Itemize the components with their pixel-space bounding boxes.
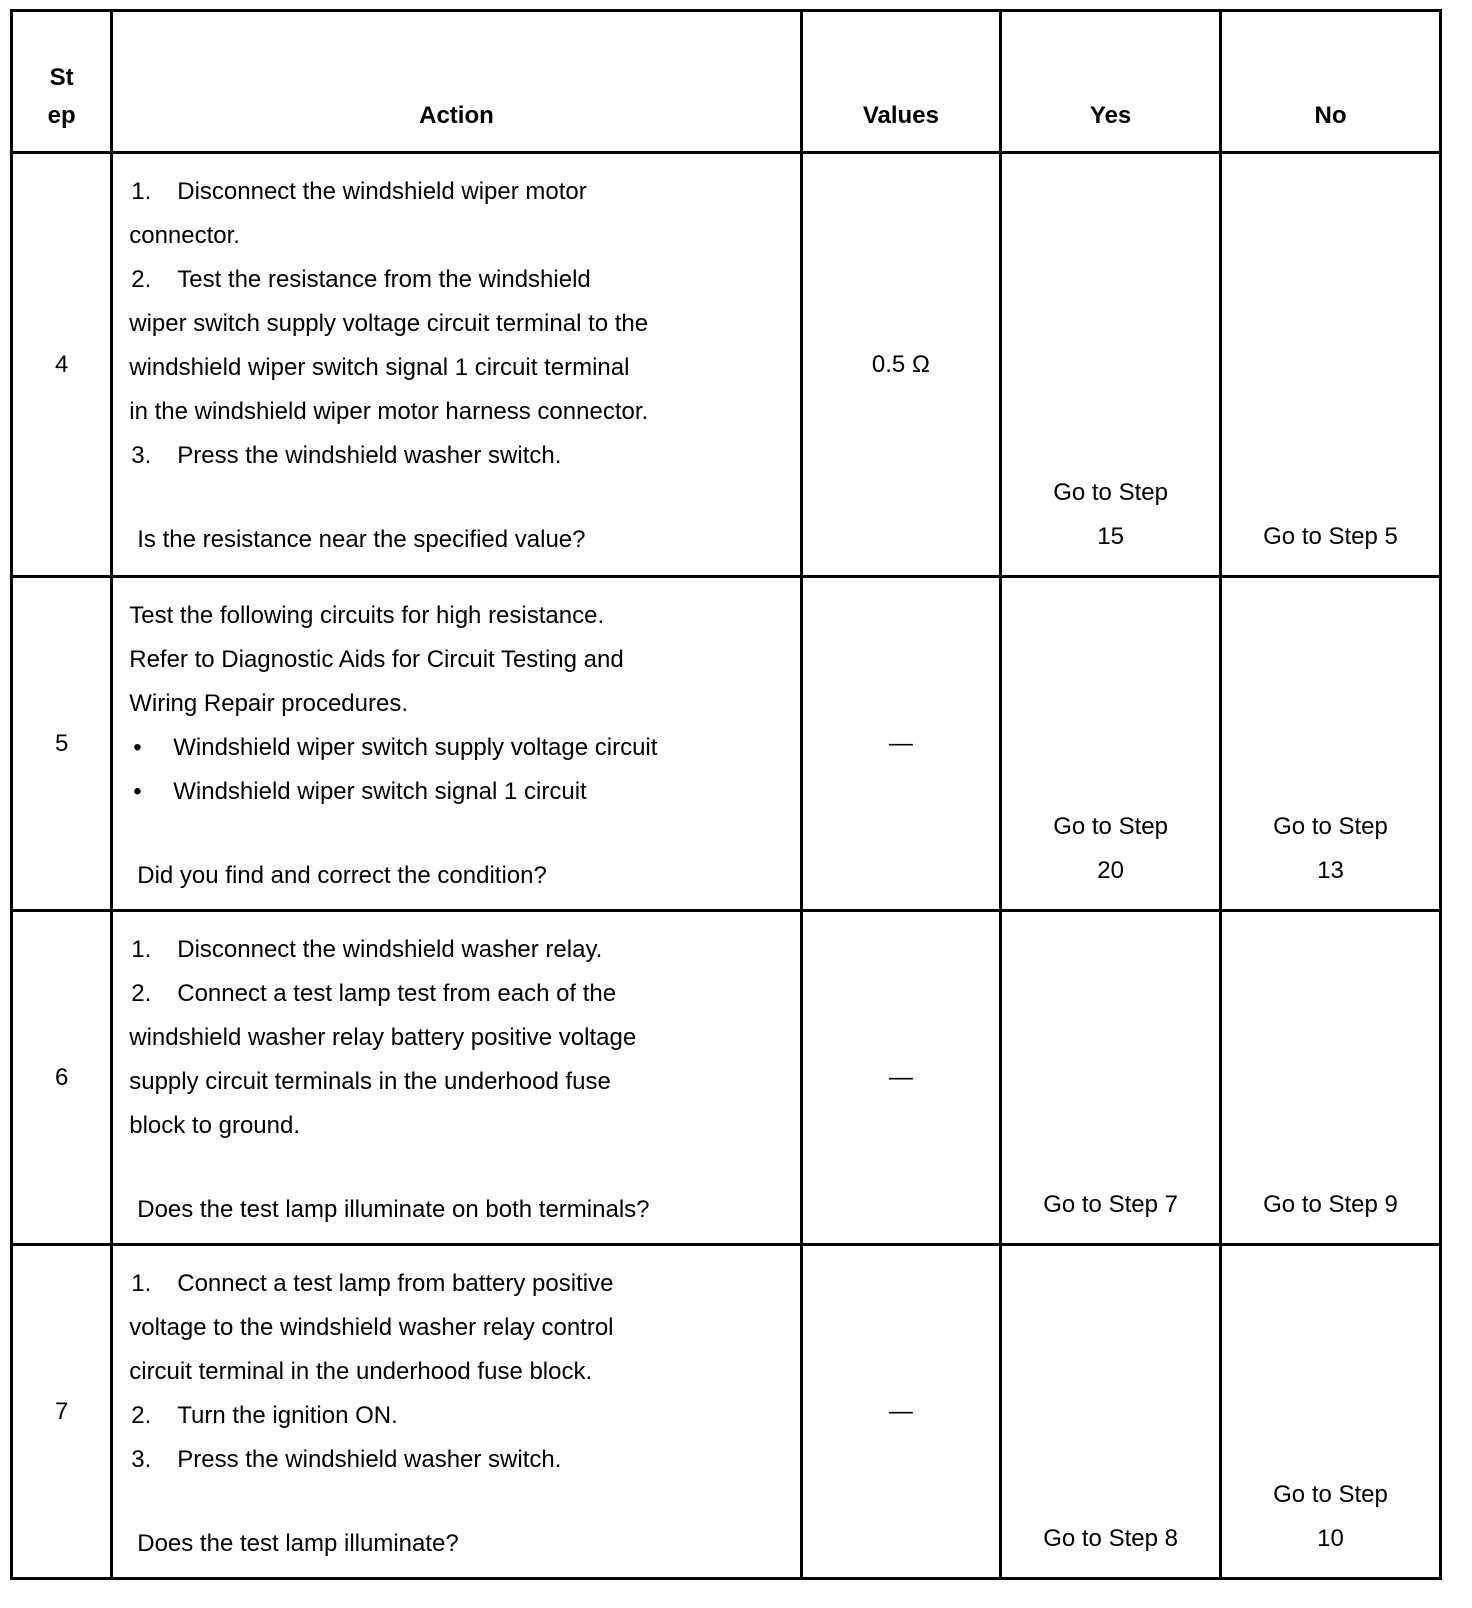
action-line: [129, 1394, 759, 1438]
action-line: [129, 1104, 759, 1148]
action-line-text: Refer to Diagnostic Aids for Circuit Testing and: [129, 646, 624, 673]
no-goto-text: 10: [1317, 1525, 1344, 1552]
action-line-text: Turn the ignition ON.: [177, 1402, 398, 1429]
action-line: [129, 1262, 759, 1306]
action-line: [129, 1060, 759, 1104]
value-cell: 0.5 Ω: [801, 153, 1000, 577]
yes-cell: [1001, 153, 1221, 577]
yes-goto-text: 15: [1097, 523, 1124, 550]
action-line: [129, 594, 759, 638]
no-cell: [1221, 153, 1441, 577]
action-line-text: connector.: [129, 222, 240, 249]
action-cell: [112, 153, 801, 577]
yes-goto-text: Go to Step 8: [1043, 1525, 1178, 1552]
header-action: Action: [112, 11, 801, 153]
table-row: [12, 577, 1441, 911]
action-line-text: Connect a test lamp from battery positive: [177, 1270, 614, 1297]
action-line-text: voltage to the windshield washer relay control: [129, 1314, 614, 1341]
yes-goto-text: Go to Step: [1053, 813, 1168, 840]
step-number: 4: [12, 153, 112, 577]
action-line: [129, 928, 759, 972]
action-line: [129, 302, 759, 346]
yes-cell: [1001, 911, 1221, 1245]
action-line-text: circuit terminal in the underhood fuse block.: [129, 1358, 593, 1385]
action-cell: [112, 911, 801, 1245]
table-row: [12, 153, 1441, 577]
yes-goto-text: Go to Step: [1053, 479, 1168, 506]
action-question: Does the test lamp illuminate on both terminals?: [137, 1196, 650, 1223]
no-goto-text: Go to Step 9: [1263, 1191, 1398, 1218]
step-number: 7: [12, 1245, 112, 1579]
action-line-text: windshield wiper switch signal 1 circuit terminal: [129, 354, 630, 381]
action-line-text: Wiring Repair procedures.: [129, 690, 409, 717]
action-cell: [112, 1245, 801, 1579]
action-line: [129, 1438, 759, 1482]
action-line: [129, 682, 759, 726]
action-line: [129, 1350, 759, 1394]
action-question: Is the resistance near the specified value?: [137, 526, 586, 553]
action-question: Does the test lamp illuminate?: [137, 1530, 459, 1557]
no-goto-text: Go to Step: [1273, 1481, 1388, 1508]
yes-goto-text: 20: [1097, 857, 1124, 884]
action-line: [129, 390, 759, 434]
action-line: [129, 170, 759, 214]
action-line-text: Windshield wiper switch signal 1 circuit: [173, 778, 587, 805]
action-line: [129, 214, 759, 258]
action-line: [129, 972, 759, 1016]
table-row: [12, 1245, 1441, 1579]
bullet-marker: •: [133, 778, 142, 805]
action-line-text: Disconnect the windshield washer relay.: [177, 936, 603, 963]
header-values: Values: [801, 11, 1000, 153]
action-line: [129, 434, 759, 478]
action-line-text: Press the windshield washer switch.: [177, 1446, 562, 1473]
action-line-text: Disconnect the windshield wiper motor: [177, 178, 587, 205]
action-line-text: Press the windshield washer switch.: [177, 442, 562, 469]
header-step-line-2: ep: [47, 102, 76, 129]
header-step-line-1: St: [49, 64, 74, 91]
action-line-text: in the windshield wiper motor harness connector.: [129, 398, 649, 425]
no-goto-text: 13: [1317, 857, 1344, 884]
action-line: [129, 1306, 759, 1350]
value-cell: —: [801, 911, 1000, 1245]
diagnostic-table: [10, 9, 1442, 1580]
no-goto-text: Go to Step 5: [1263, 523, 1398, 550]
no-cell: [1221, 911, 1441, 1245]
table-row: [12, 911, 1441, 1245]
action-line: [129, 726, 759, 770]
yes-cell: [1001, 1245, 1221, 1579]
step-number: 5: [12, 577, 112, 911]
step-number: 6: [12, 911, 112, 1245]
step-list-number: 2.: [131, 1402, 152, 1429]
action-line-text: block to ground.: [129, 1112, 301, 1139]
action-line: [129, 638, 759, 682]
step-list-number: 1.: [131, 178, 152, 205]
yes-cell: [1001, 577, 1221, 911]
yes-goto-text: Go to Step 7: [1043, 1191, 1178, 1218]
step-list-number: 2.: [131, 266, 152, 293]
header-yes: Yes: [1001, 11, 1221, 153]
action-cell: [112, 577, 801, 911]
action-line: [129, 346, 759, 390]
no-cell: [1221, 577, 1441, 911]
value-cell: —: [801, 1245, 1000, 1579]
bullet-marker: •: [133, 734, 142, 761]
header-no: No: [1221, 11, 1441, 153]
action-line: [129, 770, 759, 814]
value-cell: —: [801, 577, 1000, 911]
no-cell: [1221, 1245, 1441, 1579]
action-line: [129, 258, 759, 302]
step-list-number: 1.: [131, 1270, 152, 1297]
action-line-text: Test the following circuits for high resistance.: [129, 602, 605, 629]
step-list-number: 2.: [131, 980, 152, 1007]
no-goto-text: Go to Step: [1273, 813, 1388, 840]
action-line-text: Windshield wiper switch supply voltage circuit: [173, 734, 658, 761]
action-line-text: Connect a test lamp test from each of the: [177, 980, 617, 1007]
action-line-text: windshield washer relay battery positive voltage: [129, 1024, 637, 1051]
action-line-text: Test the resistance from the windshield: [177, 266, 591, 293]
step-list-number: 1.: [131, 936, 152, 963]
action-line-text: wiper switch supply voltage circuit terminal to the: [129, 310, 649, 337]
action-line-text: supply circuit terminals in the underhood fuse: [129, 1068, 611, 1095]
header-row: [12, 11, 1441, 153]
action-question: Did you find and correct the condition?: [137, 862, 547, 889]
step-list-number: 3.: [131, 1446, 152, 1473]
step-list-number: 3.: [131, 442, 152, 469]
header-step: [12, 11, 112, 153]
action-line: [129, 1016, 759, 1060]
